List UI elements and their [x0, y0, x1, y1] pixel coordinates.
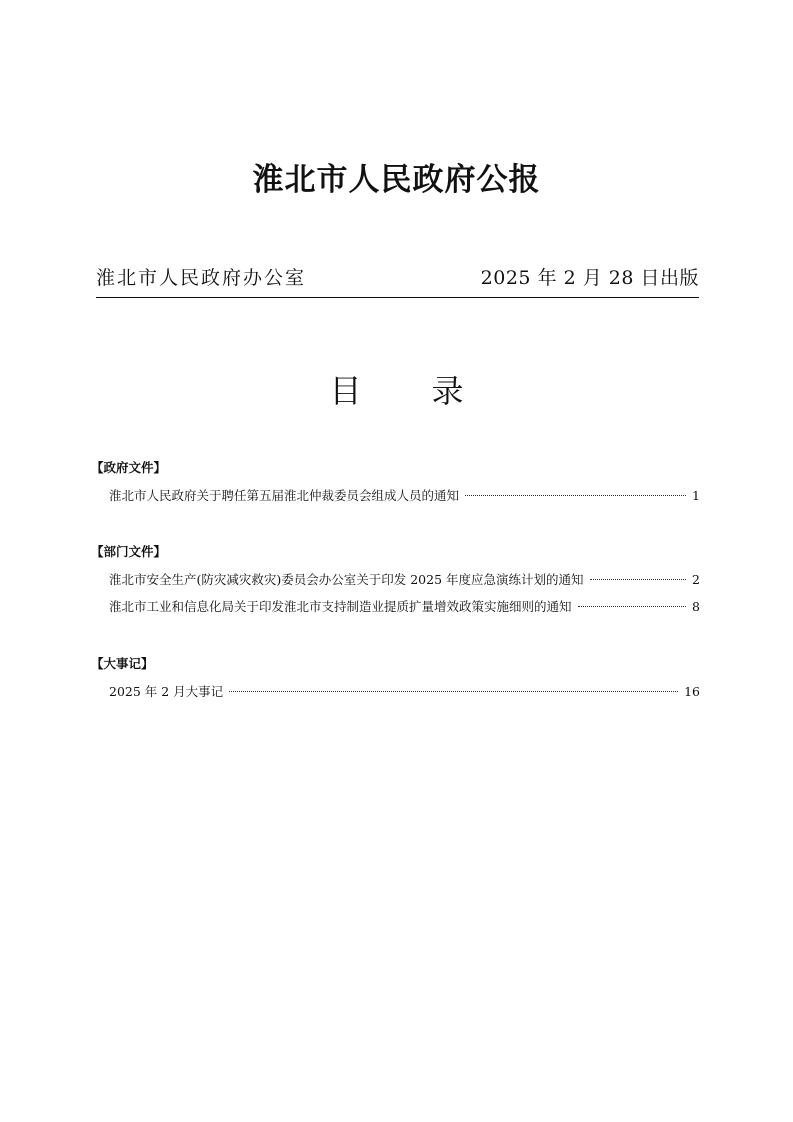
dot-leader	[578, 606, 687, 607]
section-header: 【大事记】	[91, 656, 154, 671]
toc-entry-title: 2025 年 2 月大事记	[109, 684, 224, 699]
toc-entry-page: 8	[692, 599, 700, 614]
toc-entry-title: 淮北市人民政府关于聘任第五届淮北仲裁委员会组成人员的通知	[109, 488, 460, 503]
publication-date: 2025 年 2 月 28 日出版	[480, 267, 699, 289]
toc-entry[interactable]	[91, 571, 700, 589]
masthead	[96, 264, 699, 298]
dot-leader	[465, 495, 686, 496]
masthead-rule	[96, 297, 699, 298]
toc-entry-page: 16	[684, 684, 700, 699]
toc-entry[interactable]	[91, 683, 700, 701]
toc-entry[interactable]	[91, 487, 700, 505]
toc-section-department-documents	[91, 543, 700, 625]
toc-entry-page: 2	[692, 572, 700, 587]
dot-leader	[229, 691, 678, 692]
toc-entry-page: 1	[692, 488, 700, 503]
toc-entry[interactable]	[91, 598, 700, 616]
dot-leader	[590, 579, 687, 580]
toc-heading-char-2: 录	[431, 372, 464, 410]
toc-section-government-documents	[91, 459, 700, 514]
toc-section-chronicle	[91, 655, 700, 710]
section-header: 【部门文件】	[91, 544, 167, 559]
toc-heading	[0, 370, 793, 412]
bulletin-title: 淮北市人民政府公报	[252, 162, 541, 198]
publisher-name: 淮北市人民政府办公室	[96, 267, 307, 289]
toc-entry-title: 淮北市安全生产(防灾减灾救灾)委员会办公室关于印发 2025 年度应急演练计划的通知	[109, 572, 584, 587]
toc-entry-title: 淮北市工业和信息化局关于印发淮北市支持制造业提质扩量增效政策实施细则的通知	[109, 599, 572, 614]
toc-heading-char-1: 目	[329, 372, 362, 410]
section-header: 【政府文件】	[91, 460, 167, 475]
